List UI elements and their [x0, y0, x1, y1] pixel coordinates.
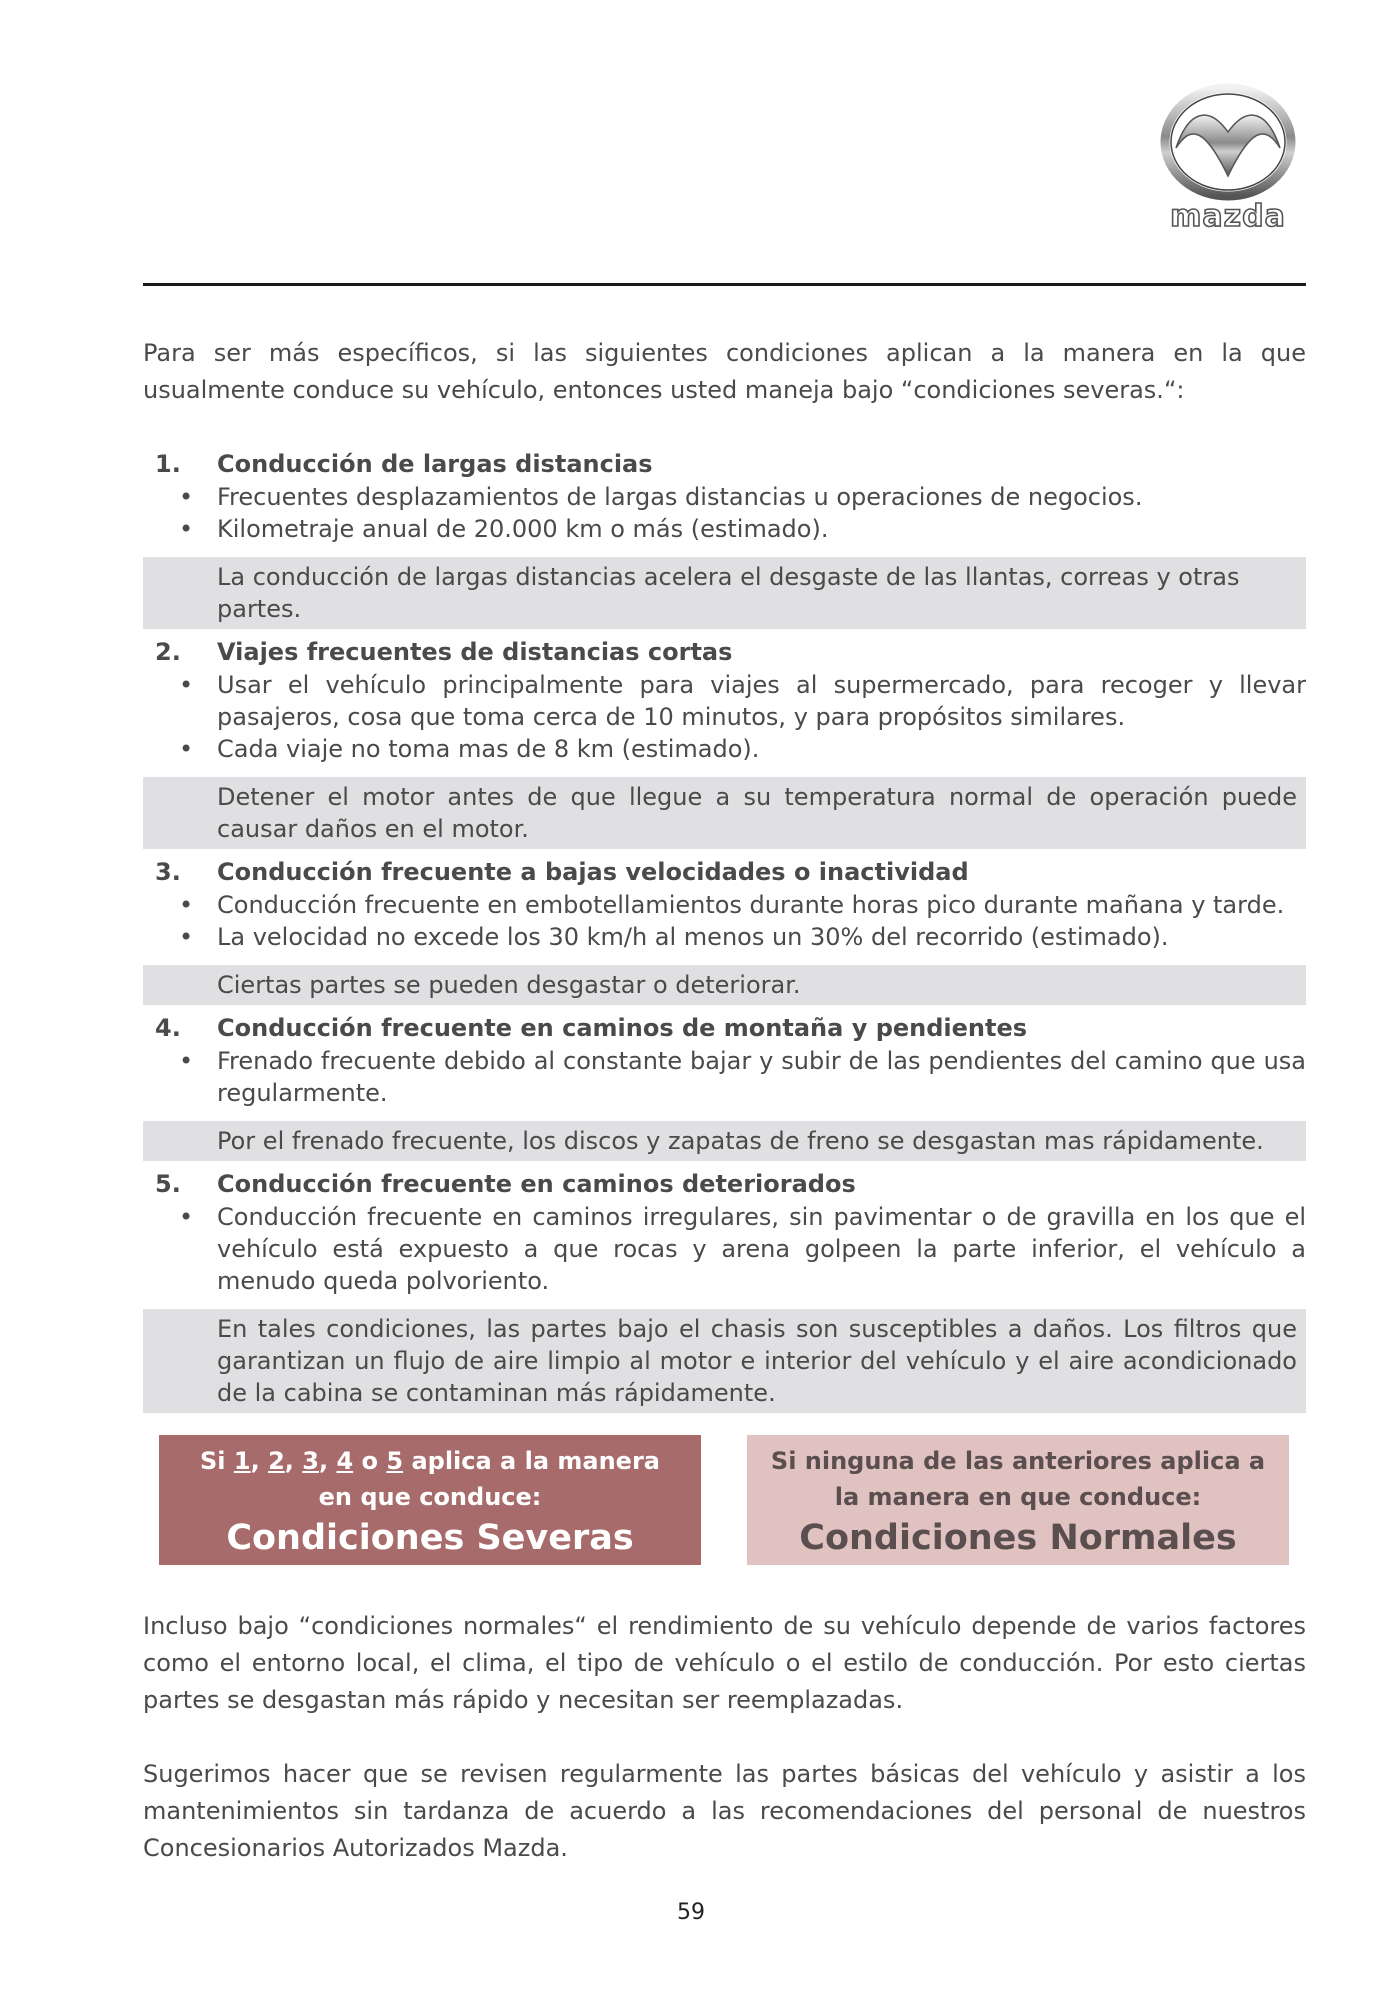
condition-section	[143, 447, 1306, 629]
section-title: Conducción frecuente a bajas velocidades o inactividad	[217, 858, 969, 886]
bullet-item: • Conducción frecuente en caminos irregulares, sin pavimentar o de gravilla en los que el vehículo está expuesto a que rocas y arena golpeen la parte inferior, el vehículo a menudo queda polvoriento.	[179, 1203, 1306, 1295]
bullet-item: • Kilometraje anual de 20.000 km o más (estimado).	[179, 515, 829, 543]
header-divider	[143, 283, 1306, 286]
section-number: 3.	[155, 858, 181, 886]
page-number: 59	[677, 1900, 705, 1925]
normal-box-title: Condiciones Normales	[799, 1518, 1237, 1558]
maintenance-paragraph: Sugerimos hacer que se revisen regularmente las partes básicas del vehículo y asistir a los mantenimientos sin tardanza de acuerdo a las recomendaciones del personal de nuestros Concesionarios Autorizados Mazda.	[143, 1760, 1306, 1862]
normal-conditions-paragraph: Incluso bajo “condiciones normales“ el rendimiento de su vehículo depende de varios factores como el entorno local, el clima, el tipo de vehículo o el estilo de conducción. Por esto ciertas partes se desgastan más rápido y necesitan ser reemplazadas.	[143, 1612, 1306, 1714]
normal-conditions-box	[747, 1435, 1289, 1565]
bullet-dot-icon: •	[179, 1203, 194, 1231]
bullet-item: • Usar el vehículo principalmente para viajes al supermercado, para recoger y llevar pasajeros, cosa que toma cerca de 10 minutos, y para propósitos similares.	[179, 671, 1306, 731]
condition-section	[143, 1011, 1306, 1161]
mazda-logo	[1148, 80, 1308, 232]
normal-box-line2: la manera en que conduce:	[834, 1483, 1202, 1511]
section-number: 5.	[155, 1170, 181, 1198]
normal-box-line1: Si ninguna de las anteriores aplica a	[770, 1447, 1266, 1475]
bullet-item: • Cada viaje no toma mas de 8 km (estimado).	[179, 735, 760, 763]
bullet-item: • La velocidad no excede los 30 km/h al menos un 30% del recorrido (estimado).	[179, 923, 1169, 951]
svg-text:mazda: mazda	[1170, 199, 1286, 232]
condition-note: Ciertas partes se pueden desgastar o deteriorar.	[143, 965, 1306, 1005]
mazda-emblem-icon	[1148, 80, 1308, 232]
intro-paragraph: Para ser más específicos, si las siguientes condiciones aplican a la manera en la que usualmente conduce su vehículo, entonces usted maneja bajo “condiciones severas.“:	[143, 339, 1306, 404]
condition-section	[143, 635, 1306, 849]
bullet-dot-icon: •	[179, 1047, 194, 1075]
condition-section	[143, 1167, 1306, 1413]
severe-box-subtitle: en que conduce:	[318, 1483, 542, 1511]
condition-note: La conducción de largas distancias acelera el desgaste de las llantas, correas y otras partes.	[143, 557, 1306, 629]
bullet-dot-icon: •	[179, 671, 194, 699]
section-number: 2.	[155, 638, 181, 666]
section-title: Conducción frecuente en caminos de montaña y pendientes	[217, 1014, 1028, 1042]
section-title: Conducción frecuente en caminos deteriorados	[217, 1170, 856, 1198]
condition-summary	[159, 1435, 1289, 1565]
condition-note: Por el frenado frecuente, los discos y zapatas de freno se desgastan mas rápidamente.	[143, 1121, 1306, 1161]
section-title: Viajes frecuentes de distancias cortas	[217, 638, 733, 666]
section-title: Conducción de largas distancias	[217, 450, 653, 478]
bullet-dot-icon: •	[179, 735, 194, 763]
bullet-item: • Conducción frecuente en embotellamientos durante horas pico durante mañana y tarde.	[179, 891, 1285, 919]
bullet-dot-icon: •	[179, 923, 194, 951]
bullet-item: • Frecuentes desplazamientos de largas distancias u operaciones de negocios.	[179, 483, 1143, 511]
bullet-dot-icon: •	[179, 483, 194, 511]
bullet-dot-icon: •	[179, 891, 194, 919]
severe-box-title: Condiciones Severas	[226, 1518, 634, 1558]
condition-section	[143, 855, 1306, 1005]
bullet-dot-icon: •	[179, 515, 194, 543]
condition-note: En tales condiciones, las partes bajo el chasis son susceptibles a daños. Los filtros que garantizan un flujo de aire limpio al motor e interior del vehículo y el aire acondicionado de la cabina se contaminan más rápidamente.	[143, 1309, 1306, 1413]
section-number: 1.	[155, 450, 181, 478]
condition-note: Detener el motor antes de que llegue a su temperatura normal de operación puede causar daños en el motor.	[143, 777, 1306, 849]
conditions-list	[143, 447, 1306, 1419]
severe-conditions-box: Si 1, 2, 3, 4 o 5 aplica a la manera en que conduce: Condiciones Severas	[159, 1435, 701, 1565]
section-number: 4.	[155, 1014, 181, 1042]
bullet-item: • Frenado frecuente debido al constante bajar y subir de las pendientes del camino que usa regularmente.	[179, 1047, 1306, 1107]
